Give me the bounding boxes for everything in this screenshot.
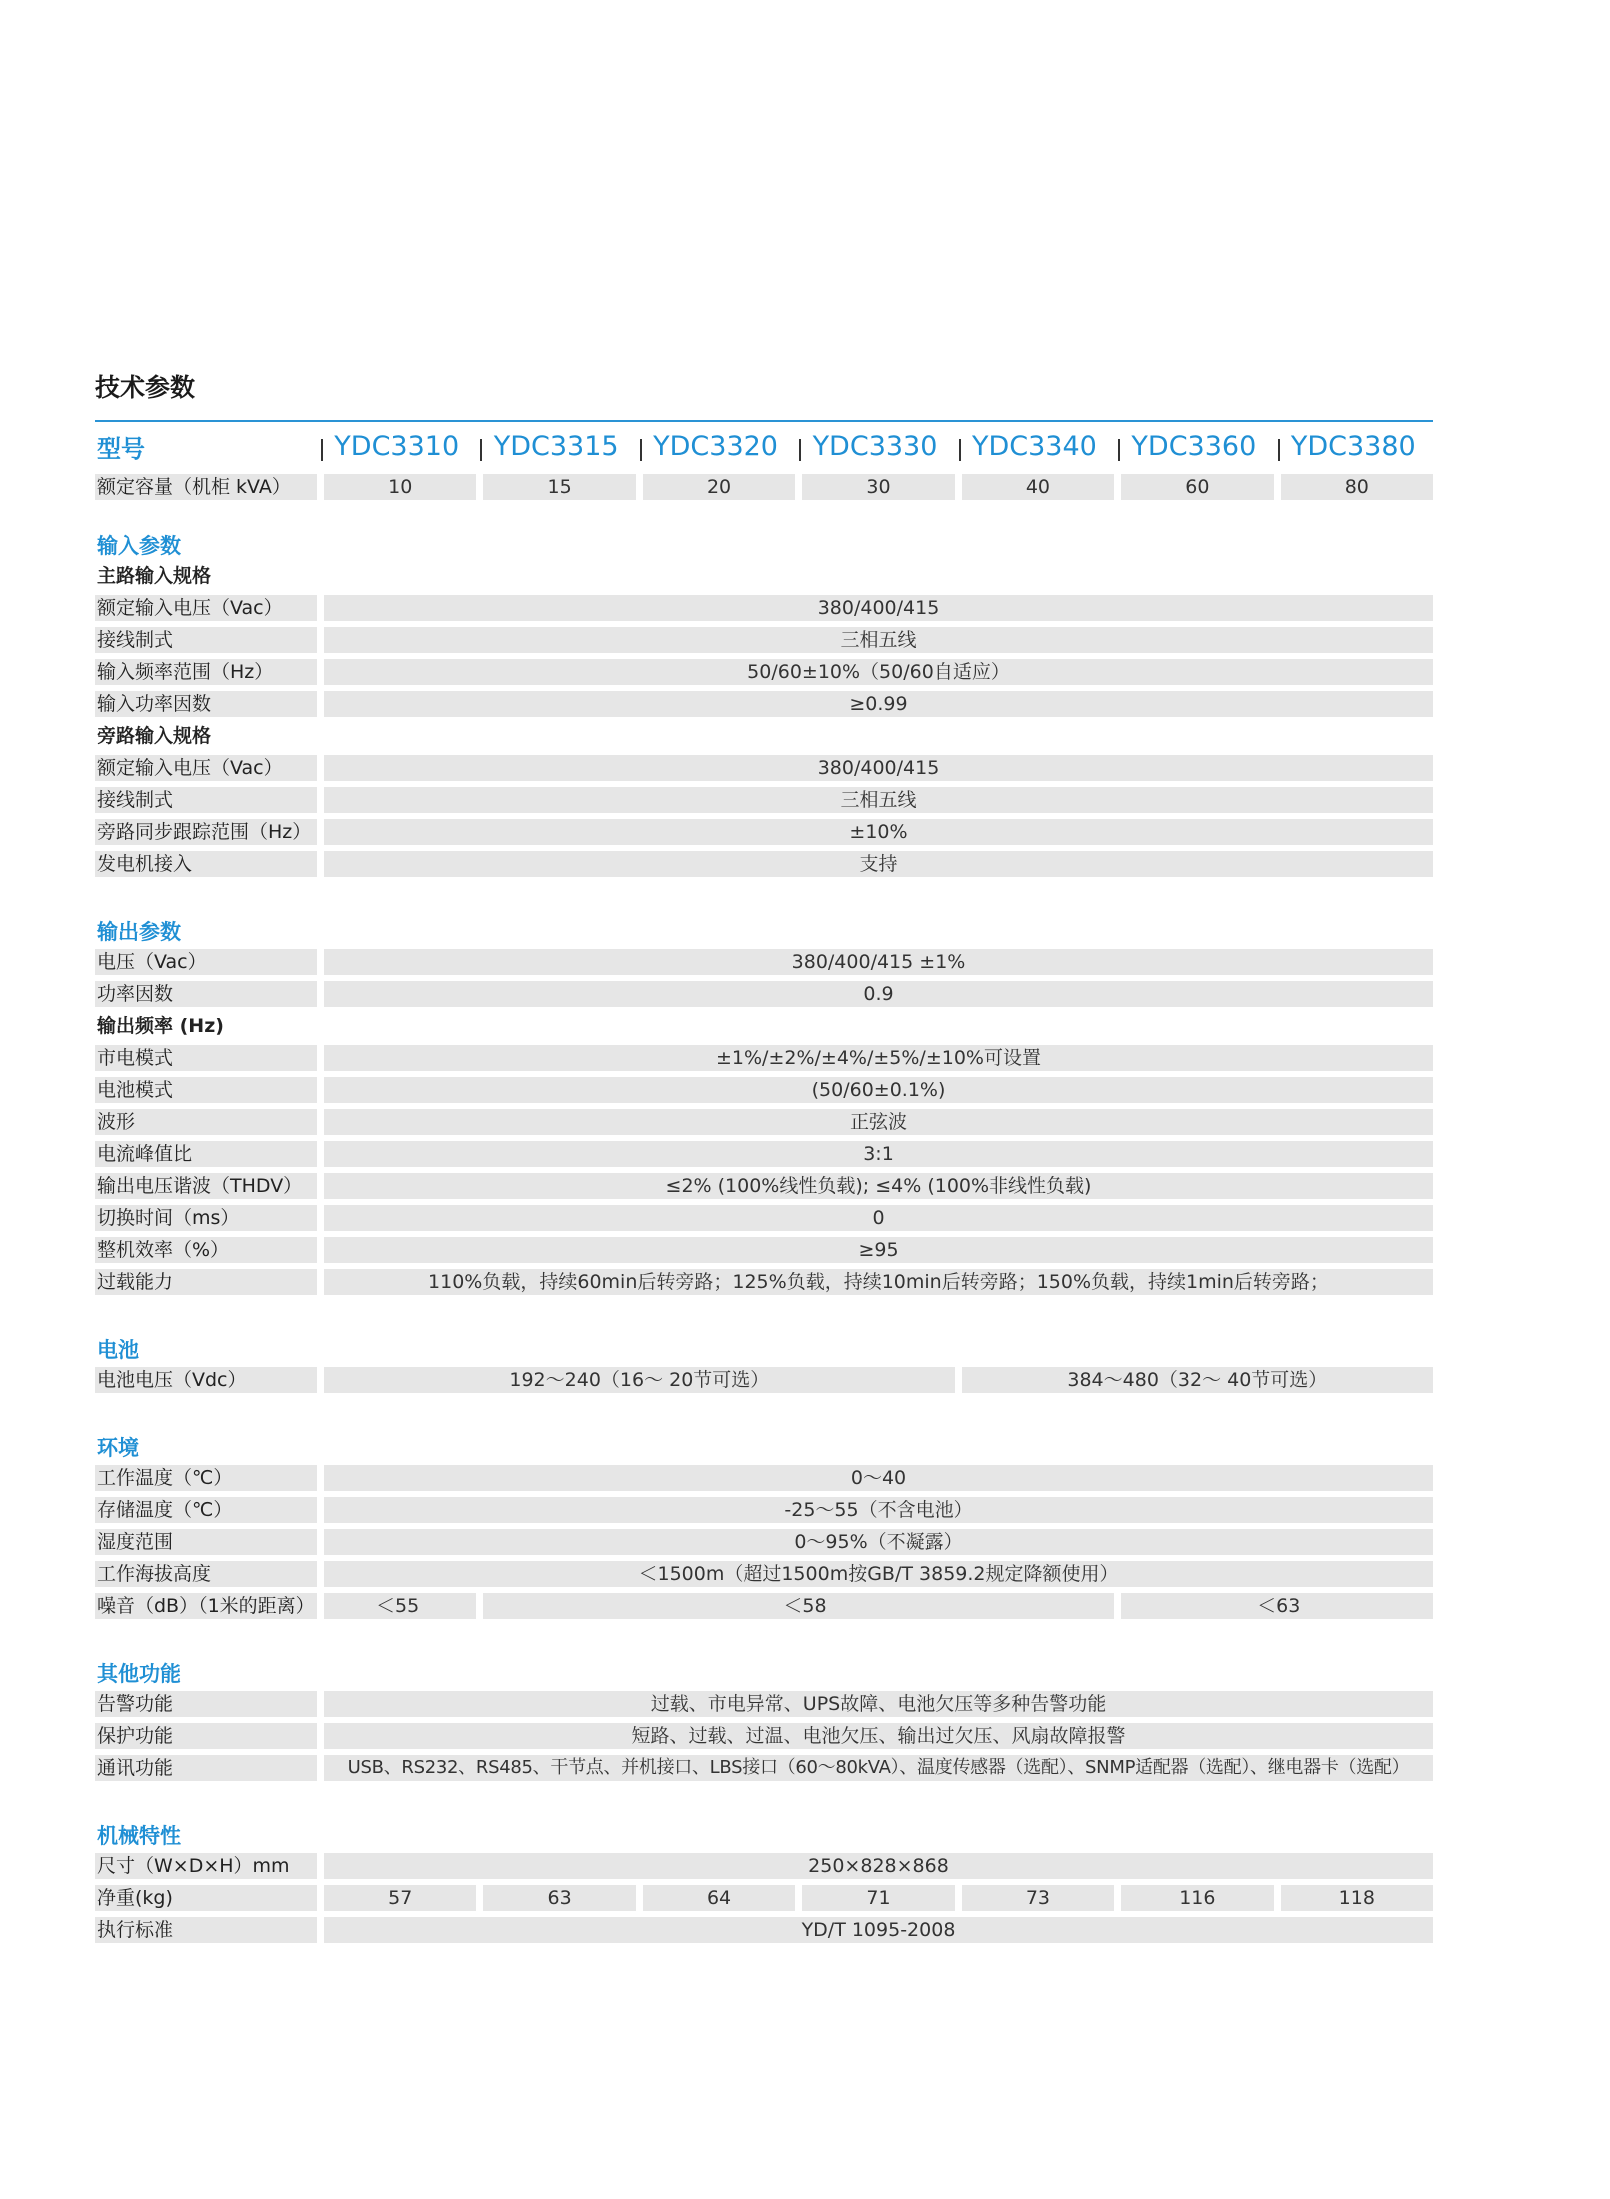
row-label: 湿度范围 <box>95 1529 317 1555</box>
spec-row <box>95 1561 1433 1587</box>
subsection-title-bypass-input: 旁路输入规格 <box>97 725 212 747</box>
battery-value-high: 384～480（32～ 40节可选） <box>962 1367 1433 1393</box>
spec-row <box>95 1205 1433 1231</box>
row-value: 380/400/415 ±1% <box>324 949 1433 975</box>
section-title-other: 其他功能 <box>97 1662 181 1686</box>
noise-value: ＜58 <box>483 1593 1114 1619</box>
row-label: 告警功能 <box>95 1691 317 1717</box>
model-name: YDC3310 <box>317 431 476 462</box>
row-label: 过载能力 <box>95 1269 317 1295</box>
weight-value: 71 <box>802 1885 954 1911</box>
model-name: YDC3340 <box>955 431 1114 462</box>
section-title-mechanical: 机械特性 <box>97 1824 181 1848</box>
row-value: 支持 <box>324 851 1433 877</box>
model-name: YDC3330 <box>795 431 954 462</box>
weight-value: 64 <box>643 1885 795 1911</box>
row-value: 0 <box>324 1205 1433 1231</box>
row-value: ≥0.99 <box>324 691 1433 717</box>
spec-row <box>95 1917 1433 1943</box>
row-value: 380/400/415 <box>324 595 1433 621</box>
spec-row <box>95 755 1433 781</box>
row-value: 过载、市电异常、UPS故障、电池欠压等多种告警功能 <box>324 1691 1433 1717</box>
capacity-value: 10 <box>324 474 476 500</box>
row-value: 0.9 <box>324 981 1433 1007</box>
spec-row <box>95 1109 1433 1135</box>
model-name: YDC3360 <box>1114 431 1273 462</box>
row-label: 存储温度（℃） <box>95 1497 317 1523</box>
row-label: 额定输入电压（Vac） <box>95 595 317 621</box>
spec-row <box>95 819 1433 845</box>
row-label: 波形 <box>95 1109 317 1135</box>
capacity-value: 20 <box>643 474 795 500</box>
section-title-input: 输入参数 <box>97 534 181 558</box>
spec-row <box>95 595 1433 621</box>
weight-row <box>95 1885 1433 1911</box>
spec-row <box>95 691 1433 717</box>
model-name: YDC3320 <box>636 431 795 462</box>
row-value: 3:1 <box>324 1141 1433 1167</box>
model-label: 型号 <box>97 434 145 463</box>
row-label: 保护功能 <box>95 1723 317 1749</box>
model-header-row <box>95 422 1433 470</box>
subsection-title-main-input: 主路输入规格 <box>97 565 212 587</box>
spec-row <box>95 1237 1433 1263</box>
spec-row <box>95 627 1433 653</box>
spec-row <box>95 787 1433 813</box>
row-label: 工作海拔高度 <box>95 1561 317 1587</box>
row-value: USB、RS232、RS485、干节点、并机接口、LBS接口（60～80kVA）、温度传感器（选配）、SNMP适配器（选配）、继电器卡（选配） <box>324 1755 1433 1781</box>
spec-row <box>95 1269 1433 1295</box>
noise-row <box>95 1593 1433 1619</box>
spec-row <box>95 1723 1433 1749</box>
spec-row <box>95 1077 1433 1103</box>
row-label: 接线制式 <box>95 627 317 653</box>
row-label: 尺寸（W×D×H）mm <box>95 1853 317 1879</box>
row-value: 250×828×868 <box>324 1853 1433 1879</box>
spec-row <box>95 1497 1433 1523</box>
capacity-value: 80 <box>1281 474 1433 500</box>
row-label: 执行标准 <box>95 1917 317 1943</box>
spec-row <box>95 981 1433 1007</box>
section-title-output: 输出参数 <box>97 920 181 944</box>
row-label: 市电模式 <box>95 1045 317 1071</box>
row-label: 输入功率因数 <box>95 691 317 717</box>
weight-value: 57 <box>324 1885 476 1911</box>
weight-value: 73 <box>962 1885 1114 1911</box>
spec-row <box>95 851 1433 877</box>
weight-value: 63 <box>483 1885 635 1911</box>
row-value: ≤2% (100%线性负载); ≤4% (100%非线性负载) <box>324 1173 1433 1199</box>
row-label: 净重(kg) <box>95 1885 317 1911</box>
row-label: 接线制式 <box>95 787 317 813</box>
model-name: YDC3380 <box>1274 431 1433 462</box>
capacity-value: 60 <box>1121 474 1273 500</box>
noise-value: ＜63 <box>1121 1593 1433 1619</box>
row-value: ±1%/±2%/±4%/±5%/±10%可设置 <box>324 1045 1433 1071</box>
noise-value: ＜55 <box>324 1593 476 1619</box>
model-name: YDC3315 <box>476 431 635 462</box>
row-value: 正弦波 <box>324 1109 1433 1135</box>
row-label: 噪音（dB）（1米的距离） <box>95 1593 317 1619</box>
row-value: ≥95 <box>324 1237 1433 1263</box>
spec-row <box>95 1045 1433 1071</box>
row-label: 功率因数 <box>95 981 317 1007</box>
row-label: 输出电压谐波（THDV） <box>95 1173 317 1199</box>
row-label: 额定输入电压（Vac） <box>95 755 317 781</box>
row-value: 三相五线 <box>324 787 1433 813</box>
row-label: 旁路同步跟踪范围（Hz） <box>95 819 317 845</box>
row-label: 输入频率范围（Hz） <box>95 659 317 685</box>
subsection-title-output-frequency: 输出频率 (Hz) <box>97 1015 224 1037</box>
capacity-value: 30 <box>802 474 954 500</box>
spec-row <box>95 1755 1433 1781</box>
weight-value: 118 <box>1281 1885 1433 1911</box>
row-value: 0～40 <box>324 1465 1433 1491</box>
row-label: 整机效率（%） <box>95 1237 317 1263</box>
row-value: 110%负载，持续60min后转旁路；125%负载，持续10min后转旁路；150%负载，持续1min后转旁路； <box>324 1269 1433 1295</box>
spec-row <box>95 1465 1433 1491</box>
row-value: 三相五线 <box>324 627 1433 653</box>
battery-row <box>95 1367 1433 1393</box>
battery-value-low: 192～240（16～ 20节可选） <box>324 1367 955 1393</box>
row-label: 发电机接入 <box>95 851 317 877</box>
spec-row <box>95 1529 1433 1555</box>
row-label: 额定容量（机柜 kVA） <box>95 474 317 500</box>
row-label: 通讯功能 <box>95 1755 317 1781</box>
row-value: YD/T 1095-2008 <box>324 1917 1433 1943</box>
row-label: 切换时间（ms） <box>95 1205 317 1231</box>
row-value: -25～55（不含电池） <box>324 1497 1433 1523</box>
row-value: 50/60±10%（50/60自适应） <box>324 659 1433 685</box>
spec-row <box>95 1173 1433 1199</box>
row-value: ±10% <box>324 819 1433 845</box>
capacity-value: 15 <box>483 474 635 500</box>
capacity-value: 40 <box>962 474 1114 500</box>
spec-table <box>95 420 1433 1943</box>
section-title-battery: 电池 <box>97 1338 139 1362</box>
row-value: (50/60±0.1%) <box>324 1077 1433 1103</box>
row-value: 380/400/415 <box>324 755 1433 781</box>
spec-row <box>95 1691 1433 1717</box>
spec-row <box>95 1141 1433 1167</box>
weight-value: 116 <box>1121 1885 1273 1911</box>
row-label: 电池模式 <box>95 1077 317 1103</box>
row-value: 短路、过载、过温、电池欠压、输出过欠压、风扇故障报警 <box>324 1723 1433 1749</box>
capacity-row <box>95 474 1433 500</box>
row-value: ＜1500m（超过1500m按GB/T 3859.2规定降额使用） <box>324 1561 1433 1587</box>
row-value: 0～95%（不凝露） <box>324 1529 1433 1555</box>
spec-row <box>95 659 1433 685</box>
row-label: 电流峰值比 <box>95 1141 317 1167</box>
section-title-environment: 环境 <box>97 1436 139 1460</box>
spec-row <box>95 949 1433 975</box>
row-label: 电池电压（Vdc） <box>95 1367 317 1393</box>
row-label: 工作温度（℃） <box>95 1465 317 1491</box>
spec-row <box>95 1853 1433 1879</box>
page-title: 技术参数 <box>95 373 196 402</box>
row-label: 电压（Vac） <box>95 949 317 975</box>
